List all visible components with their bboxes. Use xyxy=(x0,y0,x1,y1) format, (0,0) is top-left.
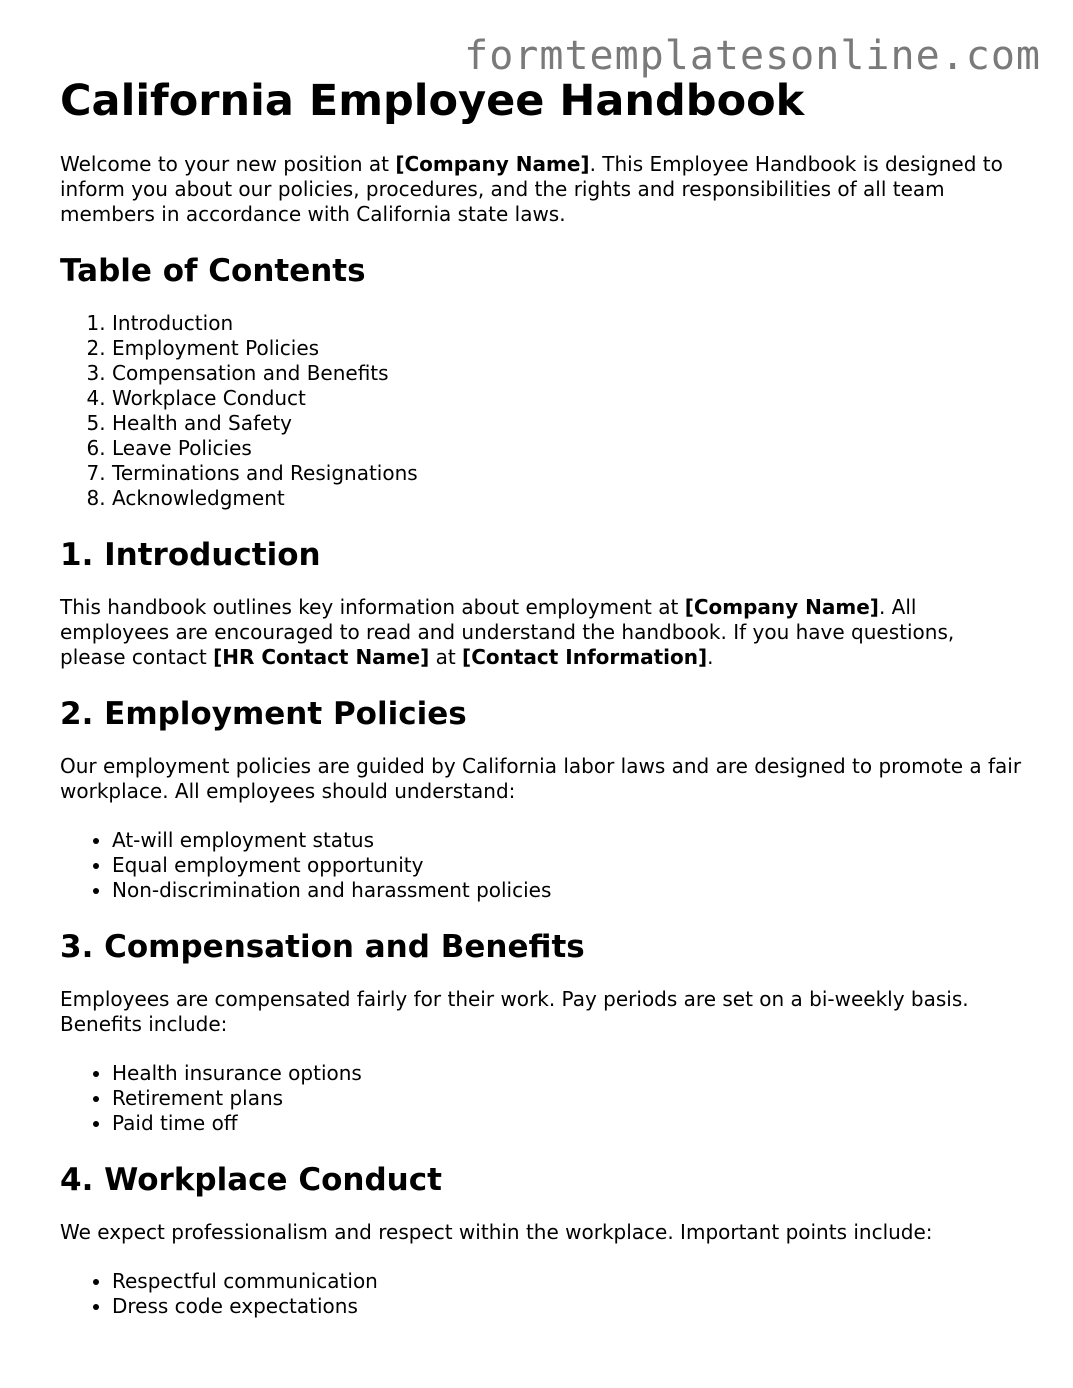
section-heading-introduction: 1. Introduction xyxy=(60,537,321,573)
employment-policies-list xyxy=(60,828,1025,903)
contact-info-placeholder: [Contact Information] xyxy=(462,645,708,669)
compensation-paragraph: Employees are compensated fairly for their work. Pay periods are set on a bi-weekly basis. Benefits include: xyxy=(60,987,969,1036)
intro-paragraph xyxy=(60,152,1025,227)
list-item: • Respectful communication xyxy=(112,1269,1025,1294)
toc-item: 4. Workplace Conduct xyxy=(112,386,1025,411)
benefits-list xyxy=(60,1061,1025,1136)
document-page xyxy=(60,72,1025,1343)
introduction-text-2: . All employees are encouraged to read and understand the handbook. If you have questions, please contact xyxy=(60,595,955,669)
conduct-list xyxy=(60,1269,1025,1319)
list-item: • Non-discrimination and harassment policies xyxy=(112,878,1025,903)
toc-item: 5. Health and Safety xyxy=(112,411,1025,436)
workplace-conduct-paragraph: We expect professionalism and respect within the workplace. Important points include: xyxy=(60,1220,933,1244)
hr-contact-placeholder: [HR Contact Name] xyxy=(213,645,430,669)
toc-heading: Table of Contents xyxy=(60,253,366,289)
list-item: • Dress code expectations xyxy=(112,1294,1025,1319)
company-name-placeholder: [Company Name] xyxy=(684,595,879,619)
section-heading-compensation: 3. Compensation and Benefits xyxy=(60,929,585,965)
intro-text: Welcome to your new position at xyxy=(60,152,396,176)
list-item: • At-will employment status xyxy=(112,828,1025,853)
watermark: formtemplatesonline.com xyxy=(464,33,1041,79)
list-item: • Retirement plans xyxy=(112,1086,1025,1111)
list-item: • Equal employment opportunity xyxy=(112,853,1025,878)
toc-item: 7. Terminations and Resignations xyxy=(112,461,1025,486)
company-name-placeholder: [Company Name] xyxy=(395,152,590,176)
toc-item: 6. Leave Policies xyxy=(112,436,1025,461)
list-item: • Health insurance options xyxy=(112,1061,1025,1086)
toc-item: 8. Acknowledgment xyxy=(112,486,1025,511)
page-title: California Employee Handbook xyxy=(60,76,805,126)
section-heading-employment-policies: 2. Employment Policies xyxy=(60,696,467,732)
introduction-text-4: . xyxy=(707,645,714,669)
list-item: • Paid time off xyxy=(112,1111,1025,1136)
toc-item: 2. Employment Policies xyxy=(112,336,1025,361)
section-heading-workplace-conduct: 4. Workplace Conduct xyxy=(60,1162,442,1198)
toc-item: 3. Compensation and Benefits xyxy=(112,361,1025,386)
employment-policies-paragraph: Our employment policies are guided by California labor laws and are designed to promote a fair workplace. All employees should understand: xyxy=(60,754,1022,803)
intro-text-2: . This Employee Handbook is designed to inform you about our policies, procedures, and the rights and responsibilities of all team members in accordance with California state laws. xyxy=(60,152,1003,226)
introduction-paragraph xyxy=(60,595,1025,670)
toc-item: 1. Introduction xyxy=(112,311,1025,336)
introduction-text-3: at xyxy=(429,645,463,669)
toc-list xyxy=(60,311,1025,511)
introduction-text: This handbook outlines key information about employment at xyxy=(60,595,685,619)
